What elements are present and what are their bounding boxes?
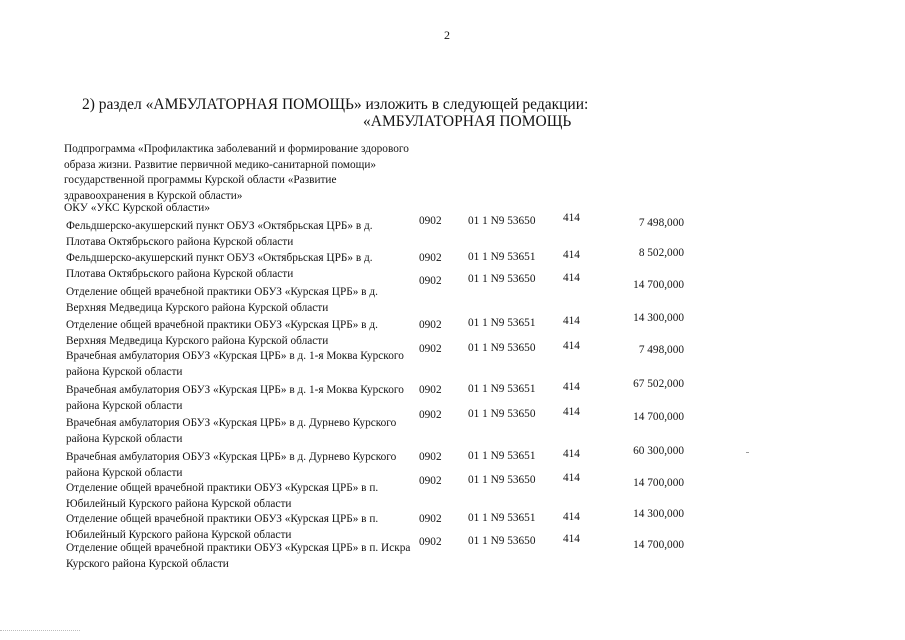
- amount: 67 502,000: [633, 378, 684, 390]
- section-code: 0902: [419, 384, 442, 396]
- table-row: [0, 445, 905, 482]
- amount: 7 498,000: [638, 217, 684, 229]
- facility-name: Фельдшерско-акушерский пункт ОБУЗ «Октябрьская ЦРБ» в д. Плотава Октябрьского района Курской области: [66, 252, 373, 280]
- facility-name: Врачебная амбулатория ОБУЗ «Курская ЦРБ» в д. Дурнево Курского района Курской области: [66, 417, 397, 445]
- amount: 8 502,000: [638, 247, 684, 259]
- section-code: 0902: [419, 215, 442, 227]
- facility-name: Отделение общей врачебной практики ОБУЗ «Курская ЦРБ» в д. Верхняя Медведица Курского района Курской области: [66, 286, 378, 314]
- organization-name: ОКУ «УКС Курской области»: [64, 202, 210, 214]
- target-article: 01 1 N9 53650: [468, 474, 536, 486]
- table-row: [0, 212, 905, 251]
- section-code: 0902: [419, 409, 442, 421]
- table-row: [0, 406, 905, 448]
- subprogram-title: Подпрограмма «Профилактика заболеваний и формирование здорового образа жизни. Развитие первичной медико-санитарной помощи» государственной программы Курской области «Развитие здравоохранения в Курской области»: [64, 143, 409, 202]
- amount: 14 700,000: [633, 477, 684, 489]
- section-code: 0902: [419, 319, 442, 331]
- section-title: «АМБУЛАТОРНАЯ ПОМОЩЬ: [363, 113, 572, 130]
- amount: 14 700,000: [633, 279, 684, 291]
- amount: 14 700,000: [633, 411, 684, 423]
- facility-name: Отделение общей врачебной практики ОБУЗ «Курская ЦРБ» в п. Искра Курского района Курской области: [66, 542, 411, 570]
- target-article: 01 1 N9 53651: [468, 512, 536, 524]
- amount: 14 700,000: [633, 539, 684, 551]
- facility-name: Отделение общей врачебной практики ОБУЗ «Курская ЦРБ» в п. Юбилейный Курского района Курской области: [66, 482, 379, 510]
- expense-type: 414: [563, 272, 580, 284]
- target-article: 01 1 N9 53650: [468, 215, 536, 227]
- table-row: [0, 472, 905, 513]
- table-row: [0, 247, 905, 283]
- facility-name: Врачебная амбулатория ОБУЗ «Курская ЦРБ» в д. Дурнево Курского района Курской области: [66, 451, 397, 479]
- section-code: 0902: [419, 252, 442, 264]
- target-article: 01 1 N9 53651: [468, 317, 536, 329]
- expense-type: 414: [563, 315, 580, 327]
- expense-type: 414: [563, 448, 580, 460]
- target-article: 01 1 N9 53650: [468, 535, 536, 547]
- facility-name: Отделение общей врачебной практики ОБУЗ «Курская ЦРБ» в п. Юбилейный Курского района Курской области: [66, 513, 379, 541]
- amount: 14 300,000: [633, 312, 684, 324]
- table-row: [0, 533, 905, 573]
- expense-type: 414: [563, 249, 580, 261]
- amount: 60 300,000: [633, 445, 684, 457]
- table-row: [0, 272, 905, 317]
- facility-name: Врачебная амбулатория ОБУЗ «Курская ЦРБ» в д. 1-я Моква Курского района Курской области: [66, 384, 404, 412]
- expense-type: 414: [563, 406, 580, 418]
- amount: 7 498,000: [638, 344, 684, 356]
- facility-name: Фельдшерско-акушерский пункт ОБУЗ «Октябрьская ЦРБ» в д. Плотава Октябрьского района Курской области: [66, 220, 373, 248]
- section-code: 0902: [419, 475, 442, 487]
- expense-type: 414: [563, 472, 580, 484]
- expense-type: 414: [563, 340, 580, 352]
- target-article: 01 1 N9 53651: [468, 251, 536, 263]
- section-code: 0902: [419, 536, 442, 548]
- expense-type: 414: [563, 511, 580, 523]
- section-code: 0902: [419, 451, 442, 463]
- table-row: [0, 508, 905, 544]
- page-number: 2: [444, 28, 450, 42]
- section-code: 0902: [419, 275, 442, 287]
- target-article: 01 1 N9 53651: [468, 450, 536, 462]
- scan-speck: [746, 452, 749, 453]
- section-code: 0902: [419, 343, 442, 355]
- amount: 14 300,000: [633, 508, 684, 520]
- target-article: 01 1 N9 53650: [468, 273, 536, 285]
- section-code: 0902: [419, 513, 442, 525]
- scan-edge-artifact: [0, 626, 80, 631]
- table-row: [0, 378, 905, 415]
- amendment-heading: 2) раздел «АМБУЛАТОРНАЯ ПОМОЩЬ» изложить в следующей редакции:: [82, 96, 589, 113]
- target-article: 01 1 N9 53651: [468, 383, 536, 395]
- table-row: [0, 340, 905, 381]
- facility-name: Отделение общей врачебной практики ОБУЗ «Курская ЦРБ» в д. Верхняя Медведица Курского района Курской области: [66, 319, 378, 347]
- table-row: [0, 312, 905, 350]
- facility-name: Врачебная амбулатория ОБУЗ «Курская ЦРБ» в д. 1-я Моква Курского района Курской области: [66, 350, 404, 378]
- target-article: 01 1 N9 53650: [468, 342, 536, 354]
- expense-type: 414: [563, 381, 580, 393]
- target-article: 01 1 N9 53650: [468, 408, 536, 420]
- expense-type: 414: [563, 533, 580, 545]
- expense-type: 414: [563, 212, 580, 224]
